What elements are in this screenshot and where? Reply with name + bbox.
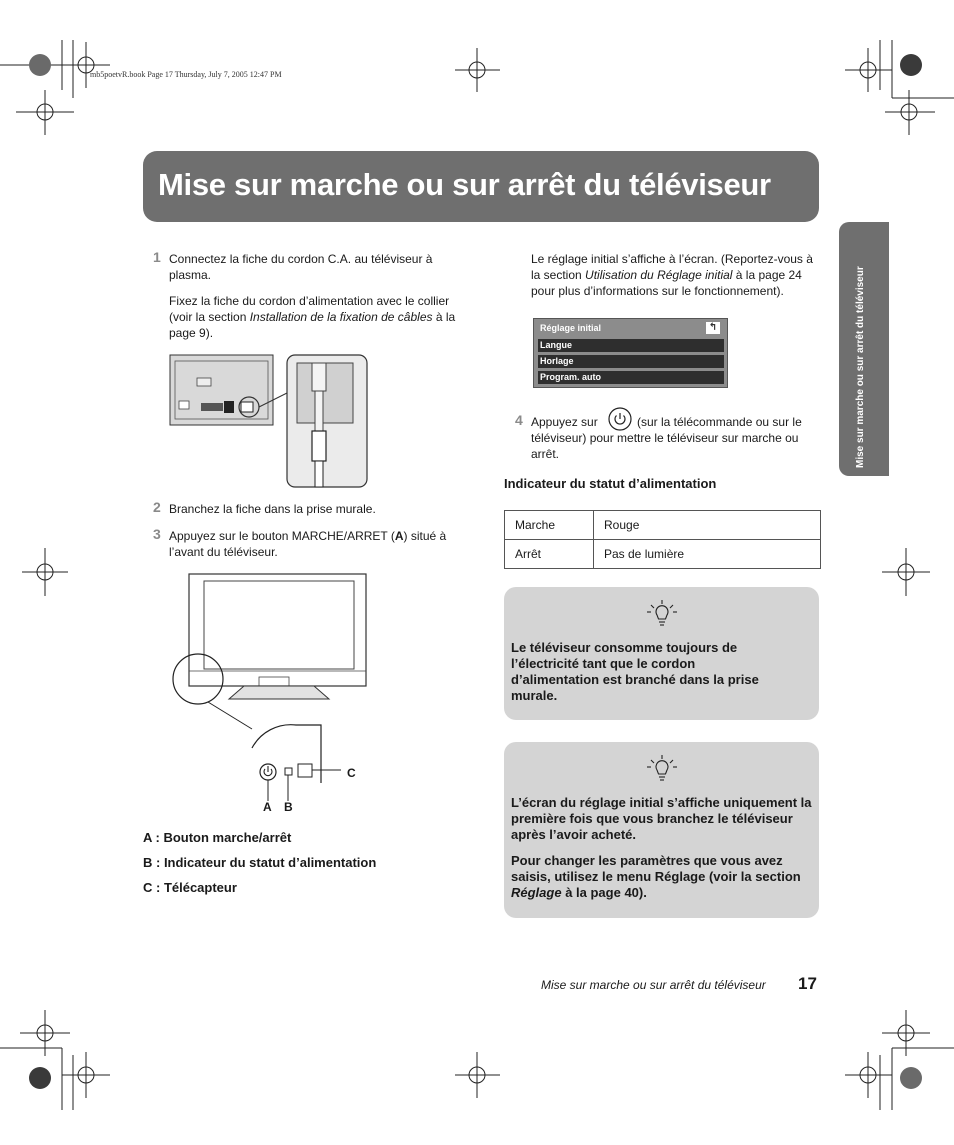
- step-1-number: 1: [153, 249, 161, 265]
- footer-title: Mise sur marche ou sur arrêt du téléviseur: [541, 978, 766, 992]
- menu-header: Réglage initial ↰: [538, 322, 724, 335]
- status-table: [504, 510, 821, 569]
- status-state: Marche: [505, 511, 594, 540]
- title-bar: [143, 151, 819, 222]
- diagram-label-c: C: [347, 766, 356, 780]
- menu-item-program-auto: Program. auto: [538, 371, 724, 384]
- diagram-label-a: A: [263, 800, 272, 814]
- tv-back-illustration: [169, 353, 369, 489]
- lightbulb-icon: [646, 599, 678, 631]
- note-2-para1: L’écran du réglage initial s’affiche uniquement la première fois que vous branchez le téléviseur après l’avoir acheté.: [511, 795, 812, 842]
- status-light: Pas de lumière: [594, 540, 821, 569]
- tv-front-illustration: [169, 573, 369, 816]
- print-header: mb5poetvR.book Page 17 Thursday, July 7, 2005 12:47 PM: [90, 70, 282, 79]
- side-tab: [839, 222, 889, 476]
- table-row: [505, 511, 821, 540]
- legend-c: C : Télécapteur: [143, 880, 237, 895]
- status-heading: Indicateur du statut d’alimentation: [504, 476, 717, 491]
- initial-setup-menu: [533, 318, 728, 388]
- step-1-text: Connectez la fiche du cordon C.A. au téléviseur à plasma.: [169, 252, 433, 282]
- status-light: Rouge: [594, 511, 821, 540]
- step-4-text-a: Appuyez sur: [531, 415, 598, 429]
- side-tab-label: Mise sur marche ou sur arrêt du téléviseur: [855, 266, 866, 468]
- status-state: Arrêt: [505, 540, 594, 569]
- note-box-1: [504, 587, 819, 720]
- page-title: Mise sur marche ou sur arrêt du téléviseur: [158, 167, 771, 202]
- legend-b: B : Indicateur du statut d’alimentation: [143, 855, 377, 870]
- note-1-text: Le téléviseur consomme toujours de l’électricité tant que le cordon d’alimentation est branché dans la prise murale.: [511, 640, 759, 703]
- lightbulb-icon: [646, 754, 678, 786]
- step-4-number: 4: [515, 412, 523, 428]
- menu-item-horlage: Horlage: [538, 355, 724, 368]
- return-arrow-icon: ↰: [706, 322, 720, 334]
- note-box-2: [504, 742, 819, 918]
- step-2-number: 2: [153, 499, 161, 515]
- step-2-text: Branchez la fiche dans la prise murale.: [169, 502, 376, 516]
- step-3-text: Appuyez sur le bouton MARCHE/ARRET (A) situé à l’avant du téléviseur.: [169, 529, 447, 559]
- diagram-label-b: B: [284, 800, 293, 814]
- step-4-text-b: (sur la télécommande ou sur le téléviseur) pour mettre le téléviseur sur marche ou arrêt.: [531, 415, 802, 461]
- note-2-para2: Pour changer les paramètres que vous avez saisis, utilisez le menu Réglage (voir la section Réglage à la page 40).: [511, 853, 801, 900]
- legend-a: A : Bouton marche/arrêt: [143, 830, 292, 845]
- table-row: [505, 540, 821, 569]
- step-1-para2: Fixez la fiche du cordon d’alimentation avec le collier (voir la section Installation de la fixation de câbles à la page 9).: [169, 294, 456, 340]
- menu-item-langue: Langue: [538, 339, 724, 352]
- page-number: 17: [798, 974, 817, 993]
- initial-setup-intro: Le réglage initial s’affiche à l’écran. (Reportez-vous à la section Utilisation du Réglage initial à la page 24 pour plus d’informations sur le fonctionnement).: [531, 252, 813, 298]
- step-3-number: 3: [153, 526, 161, 542]
